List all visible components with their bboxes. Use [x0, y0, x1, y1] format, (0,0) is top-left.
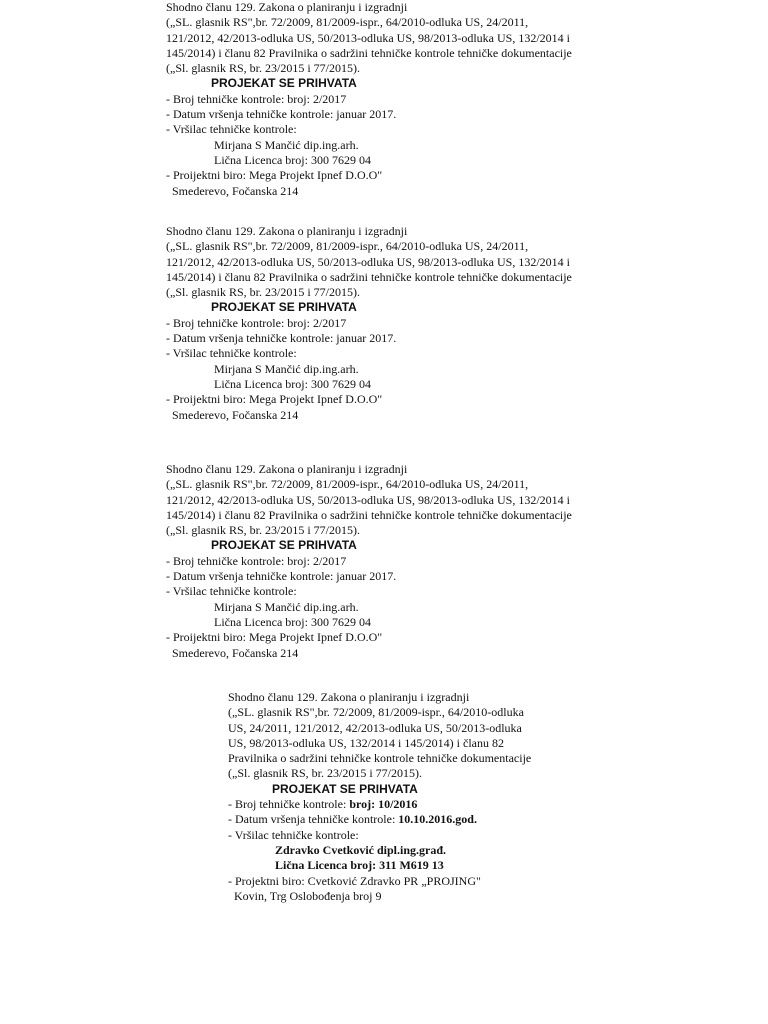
intro-line: Pravilnika o sadržini tehničke kontrole tehničke dokumentacije — [228, 751, 532, 766]
inspector-label: - Vršilac tehničke kontrole: — [166, 584, 297, 599]
license-number: Lična Licenca broj: 300 7629 04 — [214, 152, 371, 167]
control-date: - Datum vršenja tehničke kontrole: januar 2017. — [166, 569, 397, 584]
intro-line: 121/2012, 42/2013-odluka US, 50/2013-odluka US, 98/2013-odluka US, 132/2014 i — [166, 30, 570, 45]
intro-line: 145/2014) i članu 82 Pravilnika o sadržini tehničke kontrole tehničke dokumentacije — [166, 45, 572, 60]
intro-line: US, 24/2011, 121/2012, 42/2013-odluka US, 50/2013-odluka — [228, 720, 522, 735]
intro-line: („SL. glasnik RS",br. 72/2009, 81/2009-ispr., 64/2010-odluka — [228, 705, 524, 720]
control-date-value: 10.10.2016.god. — [398, 812, 477, 827]
inspector-name: Mirjana S Mančić dip.ing.arh. — [214, 361, 359, 376]
intro-line: 121/2012, 42/2013-odluka US, 50/2013-odluka US, 98/2013-odluka US, 132/2014 i — [166, 254, 570, 269]
control-date: - Datum vršenja tehničke kontrole: januar 2017. — [166, 331, 397, 346]
intro-line: Shodno članu 129. Zakona o planiranju i izgradnji — [166, 462, 408, 476]
intro-line: Shodno članu 129. Zakona o planiranju i izgradnji — [166, 0, 408, 14]
intro-line: („Sl. glasnik RS, br. 23/2015 i 77/2015). — [166, 523, 361, 538]
control-date-row — [228, 812, 558, 827]
control-date: - Datum vršenja tehničke kontrole: januar 2017. — [166, 107, 397, 122]
intro-line: („SL. glasnik RS",br. 72/2009, 81/2009-ispr., 64/2010-odluka US, 24/2011, — [166, 477, 529, 492]
office-address: Kovin, Trg Oslobođenja broj 9 — [234, 888, 382, 903]
intro-line: 145/2014) i članu 82 Pravilnika o sadržini tehničke kontrole tehničke dokumentacije — [166, 507, 572, 522]
office-address: Smederevo, Fočanska 214 — [172, 645, 299, 660]
intro-line: US, 98/2013-odluka US, 132/2014 i 145/2014) i članu 82 — [228, 735, 504, 750]
control-number-row — [228, 797, 558, 812]
stamp-title: PROJEKAT SE PRIHVATA — [211, 76, 357, 91]
inspector-label: - Vršilac tehničke kontrole: — [166, 346, 297, 361]
intro-line: Shodno članu 129. Zakona o planiranju i izgradnji — [228, 690, 470, 704]
inspector-name: Mirjana S Mančić dip.ing.arh. — [214, 599, 359, 614]
intro-line: Shodno članu 129. Zakona o planiranju i izgradnji — [166, 224, 408, 238]
inspector-name: Mirjana S Mančić dip.ing.arh. — [214, 137, 359, 152]
license-number: Lična Licenca broj: 311 M619 13 — [275, 858, 444, 873]
approval-stamp-4 — [228, 690, 558, 904]
control-date-label: - Datum vršenja tehničke kontrole: — [228, 812, 399, 827]
intro-line: („Sl. glasnik RS, br. 23/2015 i 77/2015). — [166, 285, 361, 300]
inspector-label: - Vršilac tehničke kontrole: — [166, 122, 297, 137]
license-number: Lična Licenca broj: 300 7629 04 — [214, 376, 371, 391]
stamp-title: PROJEKAT SE PRIHVATA — [211, 538, 357, 553]
intro-line: („SL. glasnik RS",br. 72/2009, 81/2009-ispr., 64/2010-odluka US, 24/2011, — [166, 15, 529, 30]
office-address: Smederevo, Fočanska 214 — [172, 407, 299, 422]
design-office: - Proijektni biro: Mega Projekt Ipnef D.O.O" — [166, 168, 383, 183]
inspector-name: Zdravko Cvetković dipl.ing.građ. — [275, 842, 447, 857]
license-number: Lična Licenca broj: 300 7629 04 — [214, 614, 371, 629]
intro-line: („Sl. glasnik RS, br. 23/2015 i 77/2015). — [166, 61, 361, 76]
stamp-title: PROJEKAT SE PRIHVATA — [211, 300, 357, 315]
office-address: Smederevo, Fočanska 214 — [172, 183, 299, 198]
control-number: - Broj tehničke kontrole: broj: 2/2017 — [166, 315, 347, 330]
design-office: - Proijektni biro: Mega Projekt Ipnef D.O.O" — [166, 630, 383, 645]
approval-stamp-1 — [166, 0, 596, 199]
intro-line: 145/2014) i članu 82 Pravilnika o sadržini tehničke kontrole tehničke dokumentacije — [166, 269, 572, 284]
intro-line: 121/2012, 42/2013-odluka US, 50/2013-odluka US, 98/2013-odluka US, 132/2014 i — [166, 492, 570, 507]
design-office: - Projektni biro: Cvetković Zdravko PR „PROJING" — [228, 873, 481, 888]
intro-line: („Sl. glasnik RS, br. 23/2015 i 77/2015). — [228, 766, 423, 781]
approval-stamp-3 — [166, 462, 596, 661]
intro-line: („SL. glasnik RS",br. 72/2009, 81/2009-ispr., 64/2010-odluka US, 24/2011, — [166, 239, 529, 254]
inspector-label: - Vršilac tehničke kontrole: — [228, 827, 359, 842]
approval-stamp-2 — [166, 224, 596, 423]
control-number: - Broj tehničke kontrole: broj: 2/2017 — [166, 91, 347, 106]
design-office: - Proijektni biro: Mega Projekt Ipnef D.O.O" — [166, 392, 383, 407]
stamp-title: PROJEKAT SE PRIHVATA — [272, 781, 418, 796]
control-number-value: broj: 10/2016 — [349, 797, 418, 812]
control-number: - Broj tehničke kontrole: broj: 2/2017 — [166, 553, 347, 568]
control-number-label: - Broj tehničke kontrole: — [228, 797, 350, 812]
